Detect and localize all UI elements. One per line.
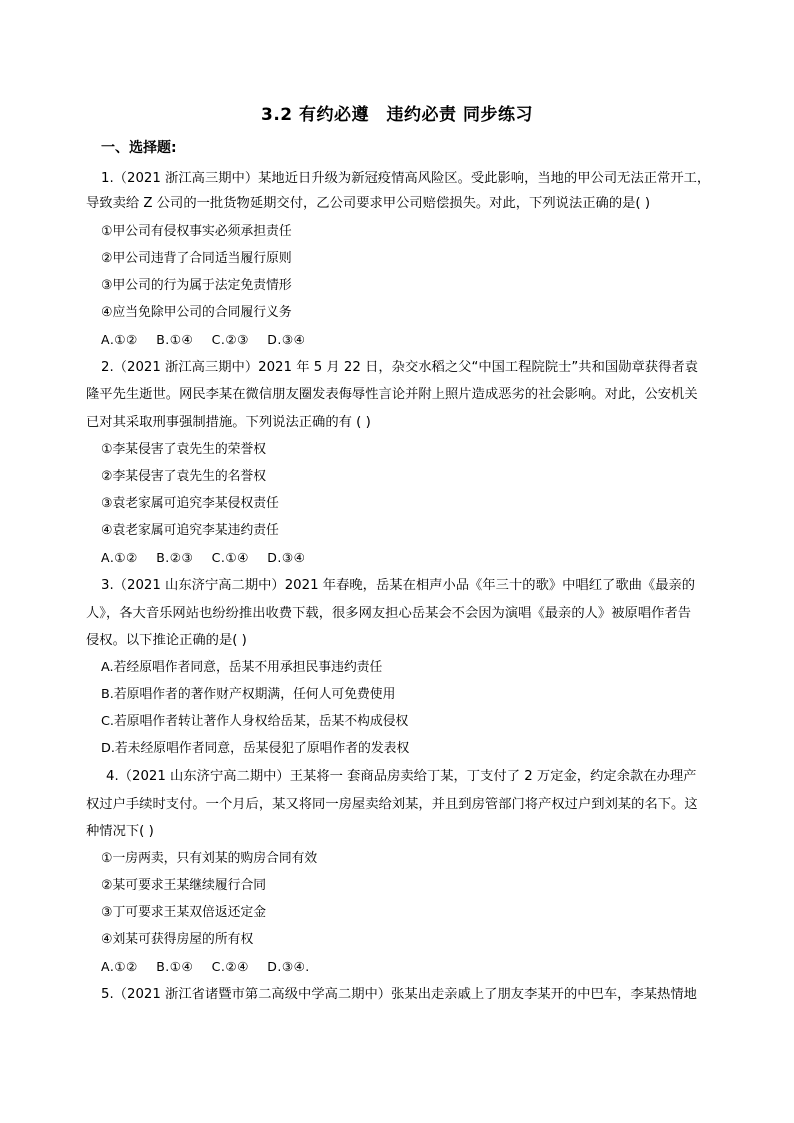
question-4-option-1: ①一房两卖，只有刘某的购房合同有效 <box>101 851 318 866</box>
page-title: 3.2 有约必遵 违约必责 同步练习 <box>261 105 533 125</box>
question-2-stem-line-2: 隆平先生逝世。网民李某在微信朋友圈发表侮辱性言论并附上照片造成恶劣的社会影响。对此，公安机关 <box>86 387 698 402</box>
answer-choice: D.③④. <box>267 959 310 974</box>
question-2-stem-line-3: 已对其采取刑事强制措施。下列说法正确的有 ( ) <box>86 415 371 430</box>
section-heading: 一、选择题: <box>101 140 177 156</box>
answer-choice: C.①④ <box>211 550 249 565</box>
question-2-answers <box>101 548 319 568</box>
question-4-option-4: ④刘某可获得房屋的所有权 <box>101 932 254 947</box>
question-4-option-3: ③丁可要求王某双倍返还定金 <box>101 905 267 920</box>
question-1-stem-line-2: 导致卖给 Z 公司的一批货物延期交付，乙公司要求甲公司赔偿损失。对此，下列说法正确的是( ) <box>86 196 651 211</box>
answer-choice: B.①④ <box>156 332 194 347</box>
answer-choice: C.②④ <box>211 959 249 974</box>
question-3-option-a: A.若经原唱作者同意，岳某不用承担民事违约责任 <box>101 660 383 675</box>
question-5-stem-line-1: 5.（2021 浙江省诸暨市第二高级中学高二期中）张某出走亲戚上了朋友李某开的中巴车，李某热情地 <box>101 987 697 1002</box>
answer-choice: B.①④ <box>156 959 194 974</box>
answer-choice: A.①② <box>101 332 138 347</box>
question-4-option-2: ②某可要求王某继续履行合同 <box>101 878 267 893</box>
question-3-stem-line-2: 人》，各大音乐网站也纷纷推出收费下载，很多网友担心岳某会不会因为演唱《最亲的人》被原唱作者告 <box>86 606 692 621</box>
question-2-option-2: ②李某侵害了袁先生的名誉权 <box>101 469 267 484</box>
question-3-stem-line-1: 3.（2021 山东济宁高二期中）2021 年春晚，岳某在相声小品《年三十的歌》中唱红了歌曲《最亲的 <box>101 578 696 593</box>
question-2-stem-line-1: 2.（2021 浙江高三期中）2021 年 5 月 22 日，杂交水稻之父“中国工程院院士”共和国勋章获得者袁 <box>101 360 698 375</box>
question-4-stem-line-2: 权过户手续时支付。一个月后，某又将同一房屋卖给刘某，并且到房管部门将产权过户到刘某的名下。这 <box>86 797 698 812</box>
answer-choice: B.②③ <box>156 550 194 565</box>
question-3-option-c: C.若原唱作者转让著作人身权给岳某，岳某不构成侵权 <box>101 714 409 729</box>
answer-choice: D.③④ <box>267 550 306 565</box>
answer-choice: A.①② <box>101 550 138 565</box>
question-4-stem-line-3: 种情况下( ) <box>86 824 154 839</box>
question-3-option-d: D.若未经原唱作者同意，岳某侵犯了原唱作者的发表权 <box>101 741 410 756</box>
question-4-stem-line-1: 4.（2021 山东济宁高二期中）王某将一 套商品房卖给丁某，丁支付了 2 万定金，约定余款在办理产 <box>106 769 697 784</box>
answer-choice: A.①② <box>101 959 138 974</box>
question-3-stem-line-3: 侵权。以下推论正确的是( ) <box>86 633 247 648</box>
question-2-option-3: ③袁老家属可追究李某侵权责任 <box>101 496 279 511</box>
answer-choice: C.②③ <box>211 332 249 347</box>
question-1-option-2: ②甲公司违背了合同适当履行原则 <box>101 251 292 266</box>
question-1-stem-line-1: 1.（2021 浙江高三期中）某地近日升级为新冠疫情高风险区。受此影响，当地的甲公司无法正常开工， <box>101 171 711 186</box>
question-1-option-4: ④应当免除甲公司的合同履行义务 <box>101 305 292 320</box>
question-1-option-1: ①甲公司有侵权事实必须承担责任 <box>101 224 292 239</box>
question-1-answers <box>101 330 319 350</box>
question-2-option-4: ④袁老家属可追究李某违约责任 <box>101 523 279 538</box>
question-4-answers <box>101 957 324 977</box>
question-3-option-b: B.若原唱作者的著作财产权期满，任何人可免费使用 <box>101 687 396 702</box>
question-2-option-1: ①李某侵害了袁先生的荣誉权 <box>101 442 267 457</box>
question-1-option-3: ③甲公司的行为属于法定免责情形 <box>101 278 292 293</box>
answer-choice: D.③④ <box>267 332 306 347</box>
